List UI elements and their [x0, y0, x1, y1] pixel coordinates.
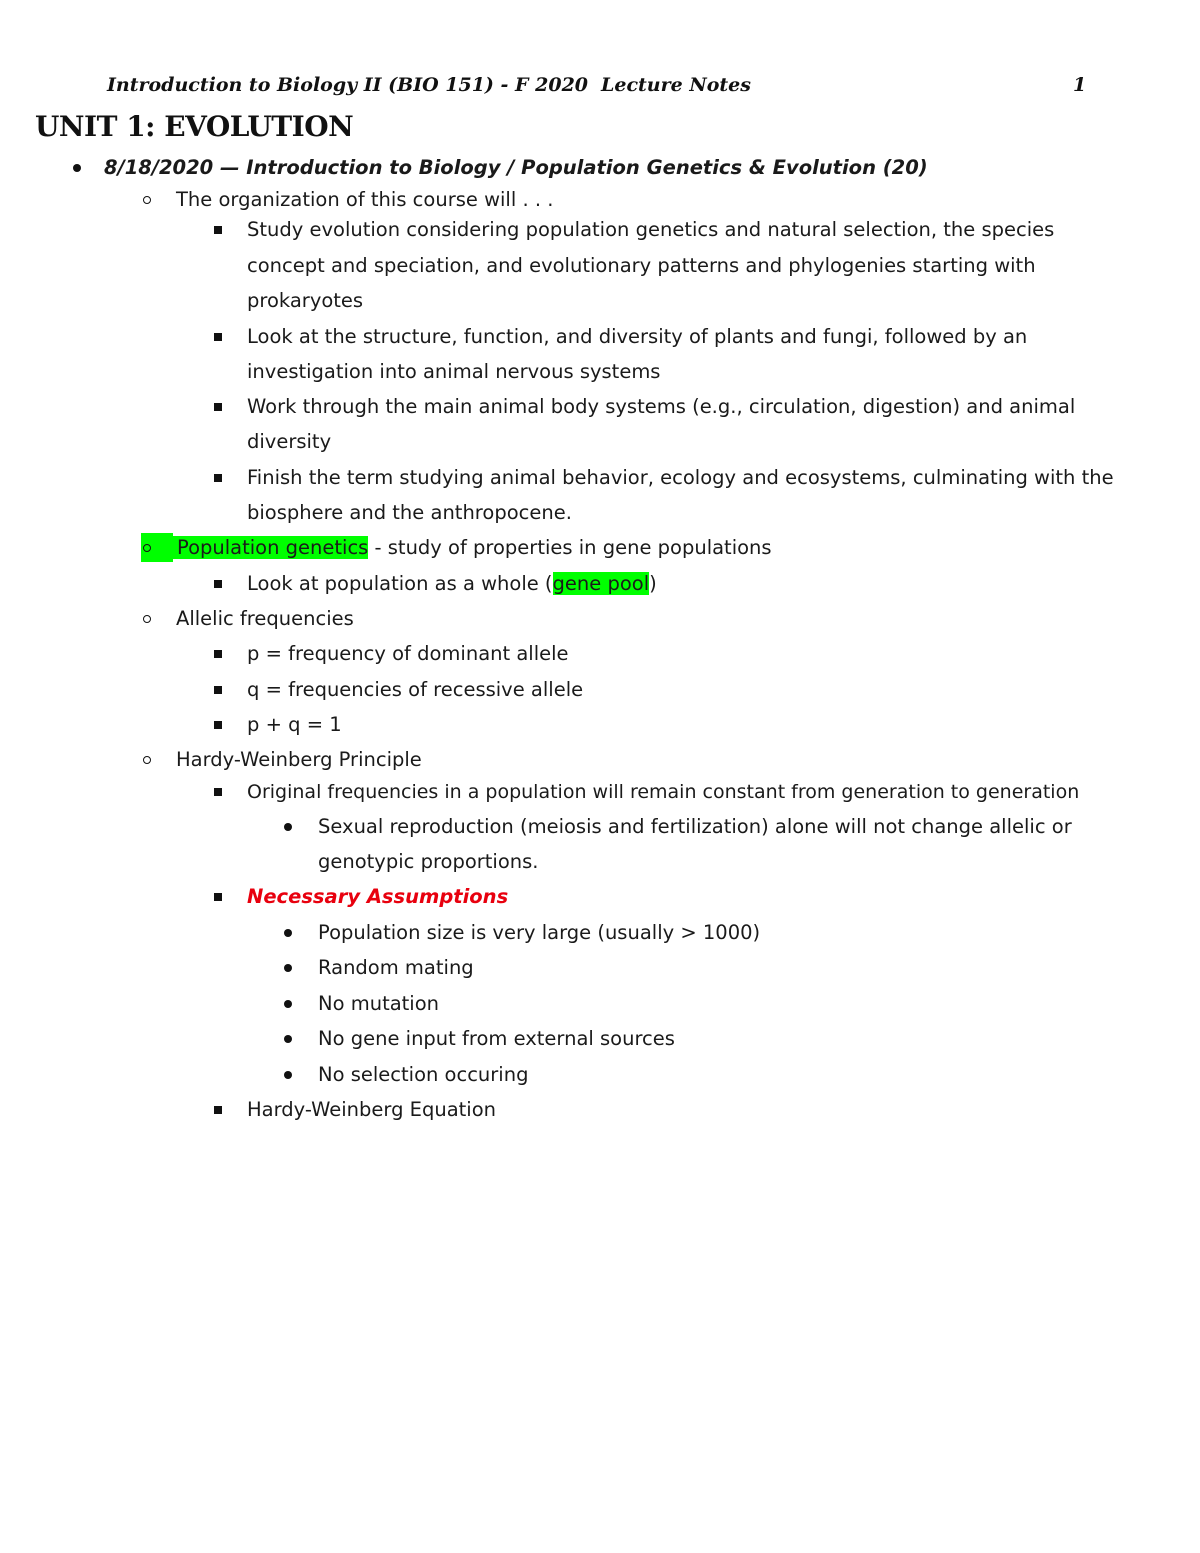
organization-heading: The organization of this course will . . . — [176, 188, 554, 211]
page-header — [107, 74, 1087, 104]
organization-item-4-line-1: Finish the term studying animal behavior, ecology and ecosystems, culminating with the — [247, 466, 1114, 489]
bullet-circle-icon — [137, 538, 157, 558]
bullet-square-icon — [208, 397, 228, 417]
unit-title: UNIT 1: EVOLUTION — [35, 110, 354, 143]
assumption-item: No mutation — [318, 992, 440, 1015]
bullet-square-icon — [208, 887, 228, 907]
organization-item-3-line-1: Work through the main animal body systems (e.g., circulation, digestion) and animal — [247, 395, 1076, 418]
hardy-weinberg-equation-heading: Hardy-Weinberg Equation — [247, 1098, 497, 1121]
assumption-item: No selection occuring — [318, 1063, 529, 1086]
bullet-dot-icon — [67, 158, 87, 178]
bullet-dot-icon — [278, 817, 298, 837]
organization-item-1-line-3: prokaryotes — [247, 289, 364, 312]
bullet-circle-icon — [137, 750, 157, 770]
organization-item-2-line-2: investigation into animal nervous systems — [247, 360, 661, 383]
population-genetics-line — [173, 535, 772, 561]
bullet-square-icon — [208, 1100, 228, 1120]
bullet-square-icon — [208, 680, 228, 700]
bullet-square-icon — [208, 327, 228, 347]
hardy-weinberg-note-line-1: Sexual reproduction (meiosis and fertilization) alone will not change allelic or — [318, 815, 1072, 838]
gene-pool-line — [247, 571, 657, 597]
allelic-heading: Allelic frequencies — [176, 607, 354, 630]
organization-item-1-line-1: Study evolution considering population genetics and natural selection, the species — [247, 218, 1055, 241]
hardy-weinberg-principle: Original frequencies in a population will remain constant from generation to generation — [247, 781, 1080, 803]
bullet-dot-icon — [278, 994, 298, 1014]
population-genetics-term: Population genetics — [173, 536, 368, 559]
organization-item-2-line-1: Look at the structure, function, and diversity of plants and fungi, followed by an — [247, 325, 1028, 348]
bullet-circle-icon — [137, 190, 157, 210]
population-genetics-definition: - study of properties in gene populations — [368, 536, 772, 559]
gene-pool-prefix: Look at population as a whole ( — [247, 572, 553, 595]
lecture-date-heading: 8/18/2020 — Introduction to Biology / Population Genetics & Evolution (20) — [104, 156, 928, 179]
organization-item-1-line-2: concept and speciation, and evolutionary patterns and phylogenies starting with — [247, 254, 1036, 277]
organization-item-4-line-2: biosphere and the anthropocene. — [247, 501, 572, 524]
bullet-square-icon — [208, 468, 228, 488]
bullet-square-icon — [208, 782, 228, 802]
bullet-dot-icon — [278, 1029, 298, 1049]
page-number: 1 — [1073, 74, 1087, 96]
bullet-circle-icon — [137, 609, 157, 629]
bullet-square-icon — [208, 220, 228, 240]
bullet-dot-icon — [278, 1065, 298, 1085]
assumptions-heading: Necessary Assumptions — [247, 885, 509, 908]
assumption-item: No gene input from external sources — [318, 1027, 675, 1050]
hardy-weinberg-note-line-2: genotypic proportions. — [318, 850, 539, 873]
organization-item-3-line-2: diversity — [247, 430, 332, 453]
bullet-dot-icon — [278, 958, 298, 978]
assumption-item: Population size is very large (usually > 1000) — [318, 921, 761, 944]
gene-pool-term: gene pool — [552, 572, 650, 595]
allelic-q-definition: q = frequencies of recessive allele — [247, 678, 584, 701]
bullet-dot-icon — [278, 923, 298, 943]
document-type: Lecture Notes — [601, 74, 751, 96]
bullet-square-icon — [208, 644, 228, 664]
hardy-weinberg-heading: Hardy-Weinberg Principle — [176, 748, 422, 771]
gene-pool-suffix: ) — [649, 572, 657, 595]
bullet-square-icon — [208, 574, 228, 594]
assumption-item: Random mating — [318, 956, 474, 979]
bullet-square-icon — [208, 715, 228, 735]
allelic-p-definition: p = frequency of dominant allele — [247, 642, 569, 665]
course-title: Introduction to Biology II (BIO 151) - F 2020 — [107, 74, 589, 96]
allelic-sum: p + q = 1 — [247, 713, 342, 736]
